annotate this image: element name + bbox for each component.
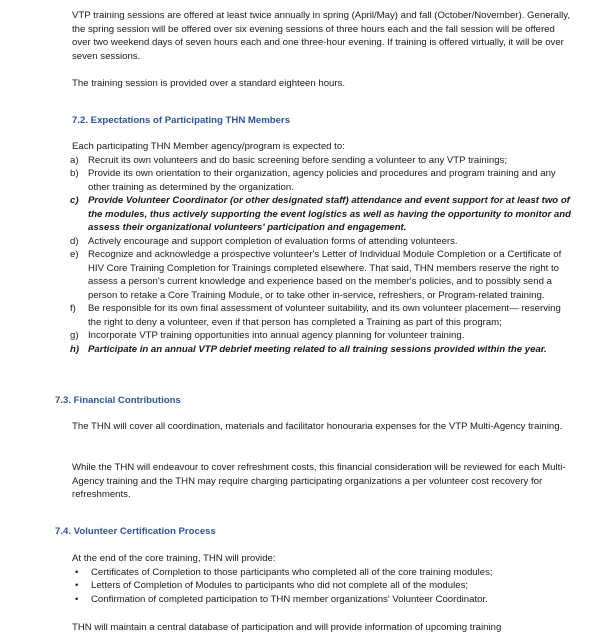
list-item-text: Certificates of Completion to those participants who completed all of the core training modules; bbox=[91, 566, 493, 578]
expectations-list bbox=[70, 154, 572, 357]
intro-section bbox=[72, 9, 572, 63]
list-item bbox=[70, 329, 572, 343]
list-item-label: f) bbox=[70, 303, 76, 314]
list-item-text: Provide Volunteer Coordinator (or other designated staff) attendance and event support for at least two of the modules, thus actively supporting the event logistics as well as having the opportunity to monitor and assess their organizational volunteers' participation and engagement. bbox=[88, 195, 571, 233]
section-heading-7-3: 7.3. Financial Contributions bbox=[55, 395, 181, 406]
section-7-2-lead: Each participating THN Member agency/program is expected to: bbox=[72, 141, 345, 152]
list-item bbox=[70, 167, 572, 194]
intro-paragraph-2: The training session is provided over a standard eighteen hours. bbox=[72, 78, 346, 89]
section-7-2-body bbox=[72, 140, 572, 356]
list-item-emphasized bbox=[70, 194, 572, 235]
list-item-text: Confirmation of completed participation to THN member organizations' Volunteer Coordinator. bbox=[91, 593, 488, 605]
list-item-text: Provide its own orientation to their organization, agency policies and procedures and program training and any other training as determined by the organization. bbox=[88, 168, 556, 193]
certification-list bbox=[72, 566, 572, 607]
bullet-icon: • bbox=[75, 593, 79, 605]
list-item bbox=[70, 235, 572, 249]
list-item bbox=[72, 593, 572, 607]
list-item-label: e) bbox=[70, 249, 79, 260]
section-7-4-body bbox=[72, 552, 572, 606]
list-item-label: c) bbox=[70, 195, 79, 206]
list-item bbox=[70, 248, 572, 302]
intro-paragraph-1: VTP training sessions are offered at least twice annually in spring (April/May) and fall (October/November). Generally, the spring session will be offered over six evening sessions of three hours each and the fall session will be offered over two weekend days of seven hours each and one three-hour evening. If training is offered virtually, it will be over seven sessions. bbox=[72, 10, 571, 62]
list-item-emphasized bbox=[70, 343, 572, 357]
list-item-text: Actively encourage and support completion of evaluation forms of attending volunteers. bbox=[88, 235, 458, 247]
bullet-icon: • bbox=[75, 580, 79, 591]
section-7-4-closing: THN will maintain a central database of participation and will provide information of upcoming training bbox=[72, 622, 502, 633]
section-7-4-lead: At the end of the core training, THN will provide: bbox=[72, 553, 276, 564]
list-item-text: Letters of Completion of Modules to participants who did not complete all of the modules; bbox=[91, 580, 469, 591]
list-item-text: Recruit its own volunteers and do basic screening before sending a volunteer to any VTP trainings; bbox=[88, 154, 507, 166]
list-item-text: Participate in an annual VTP debrief meeting related to all training sessions provided within the year. bbox=[88, 343, 547, 355]
list-item bbox=[72, 579, 572, 593]
section-7-4-closing-wrap bbox=[72, 621, 572, 635]
section-7-3-paragraph-2: While the THN will endeavour to cover refreshment costs, this financial consideration will be reviewed for each Multi-Agency training and the THN may require charging participating organizations a per volunteer cost recovery for refreshments. bbox=[72, 462, 566, 500]
list-item bbox=[72, 566, 572, 580]
intro-section-2 bbox=[72, 77, 572, 91]
list-item-label: a) bbox=[70, 154, 79, 166]
list-item-label: h) bbox=[70, 343, 80, 355]
bullet-icon: • bbox=[75, 566, 79, 578]
list-item-label: d) bbox=[70, 235, 79, 247]
section-heading-7-4: 7.4. Volunteer Certification Process bbox=[55, 526, 216, 537]
list-item-text: Be responsible for its own final assessment of volunteer suitability, and its own volunteer placement— reserving the right to deny a volunteer, even if that person has completed a Training as part of this program; bbox=[88, 303, 561, 328]
list-item-label: b) bbox=[70, 168, 79, 179]
section-7-3-paragraph-1: The THN will cover all coordination, materials and facilitator honouraria expenses for the VTP Multi-Agency training. bbox=[72, 421, 563, 432]
section-heading-7-2: 7.2. Expectations of Participating THN Members bbox=[72, 115, 291, 126]
list-item-label: g) bbox=[70, 330, 79, 341]
section-7-3-para-2-wrap bbox=[72, 461, 572, 502]
list-item bbox=[70, 302, 572, 329]
list-item bbox=[70, 154, 572, 168]
list-item-text: Incorporate VTP training opportunities into annual agency planning for volunteer training. bbox=[88, 330, 465, 341]
section-7-3-para-1-wrap bbox=[72, 420, 572, 434]
list-item-text: Recognize and acknowledge a prospective volunteer's Letter of Individual Module Completion or a Certificate of HIV Core Training Completion for Trainings completed elsewhere. That said, THN members reserve the right to assess a person's current knowledge and experience based on the member's policies, and to possibly send a person to retake a Core Training Module, or to take other in-service, refreshers, or Program-related training. bbox=[88, 249, 562, 301]
